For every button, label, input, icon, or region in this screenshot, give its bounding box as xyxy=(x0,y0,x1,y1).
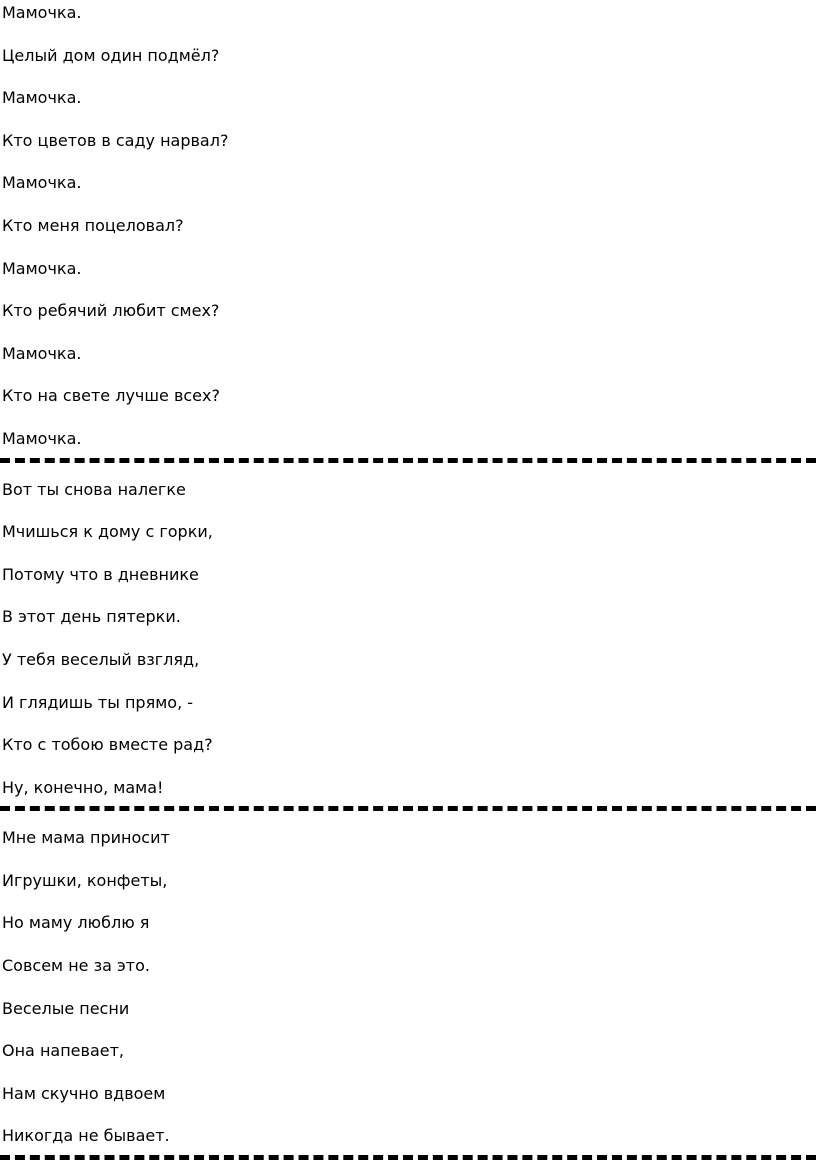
poem-line: Но маму люблю я xyxy=(2,913,150,933)
poem-line: Мамочка. xyxy=(2,428,82,448)
poem-line: Мне мама приносит xyxy=(2,828,170,848)
poem-line: Мамочка. xyxy=(2,88,82,108)
poem-line: Игрушки, конфеты, xyxy=(2,870,168,890)
stanza-2 xyxy=(0,469,816,810)
poem-line: Вот ты снова налегке xyxy=(2,479,186,499)
poem-line: Нам скучно вдвоем xyxy=(2,1083,166,1103)
stanza-1 xyxy=(0,0,816,461)
poem-line: Целый дом один подмёл? xyxy=(2,45,220,65)
poem-line: У тебя веселый взгляд, xyxy=(2,649,200,669)
poem-line: Ну, конечно, мама! xyxy=(2,777,164,797)
poem-line: Кто меня поцеловал? xyxy=(2,215,184,235)
poem-line: В этот день пятерки. xyxy=(2,607,181,627)
poem-line: Она напевает, xyxy=(2,1041,124,1061)
poem-line: Мамочка. xyxy=(2,3,82,22)
stanza-3 xyxy=(0,817,816,1158)
poem-line: Кто с тобою вместе рад? xyxy=(2,735,213,755)
poem-line: Мамочка. xyxy=(2,343,82,363)
poem-line: Никогда не бывает. xyxy=(2,1126,170,1146)
poem-line: Мамочка. xyxy=(2,258,82,278)
poem-line: Мамочка. xyxy=(2,173,82,193)
poem-line: Кто ребячий любит смех? xyxy=(2,301,220,321)
poem-line: Потому что в дневнике xyxy=(2,564,199,584)
poem-line: Кто цветов в саду нарвал? xyxy=(2,130,229,150)
poem-line: Мчишься к дому с горки, xyxy=(2,522,213,542)
poem-line: Кто на свете лучше всех? xyxy=(2,386,220,406)
poem-line: Веселые песни xyxy=(2,998,130,1018)
poem-line: Совсем не за это. xyxy=(2,956,150,976)
poem-line: И глядишь ты прямо, - xyxy=(2,692,194,712)
